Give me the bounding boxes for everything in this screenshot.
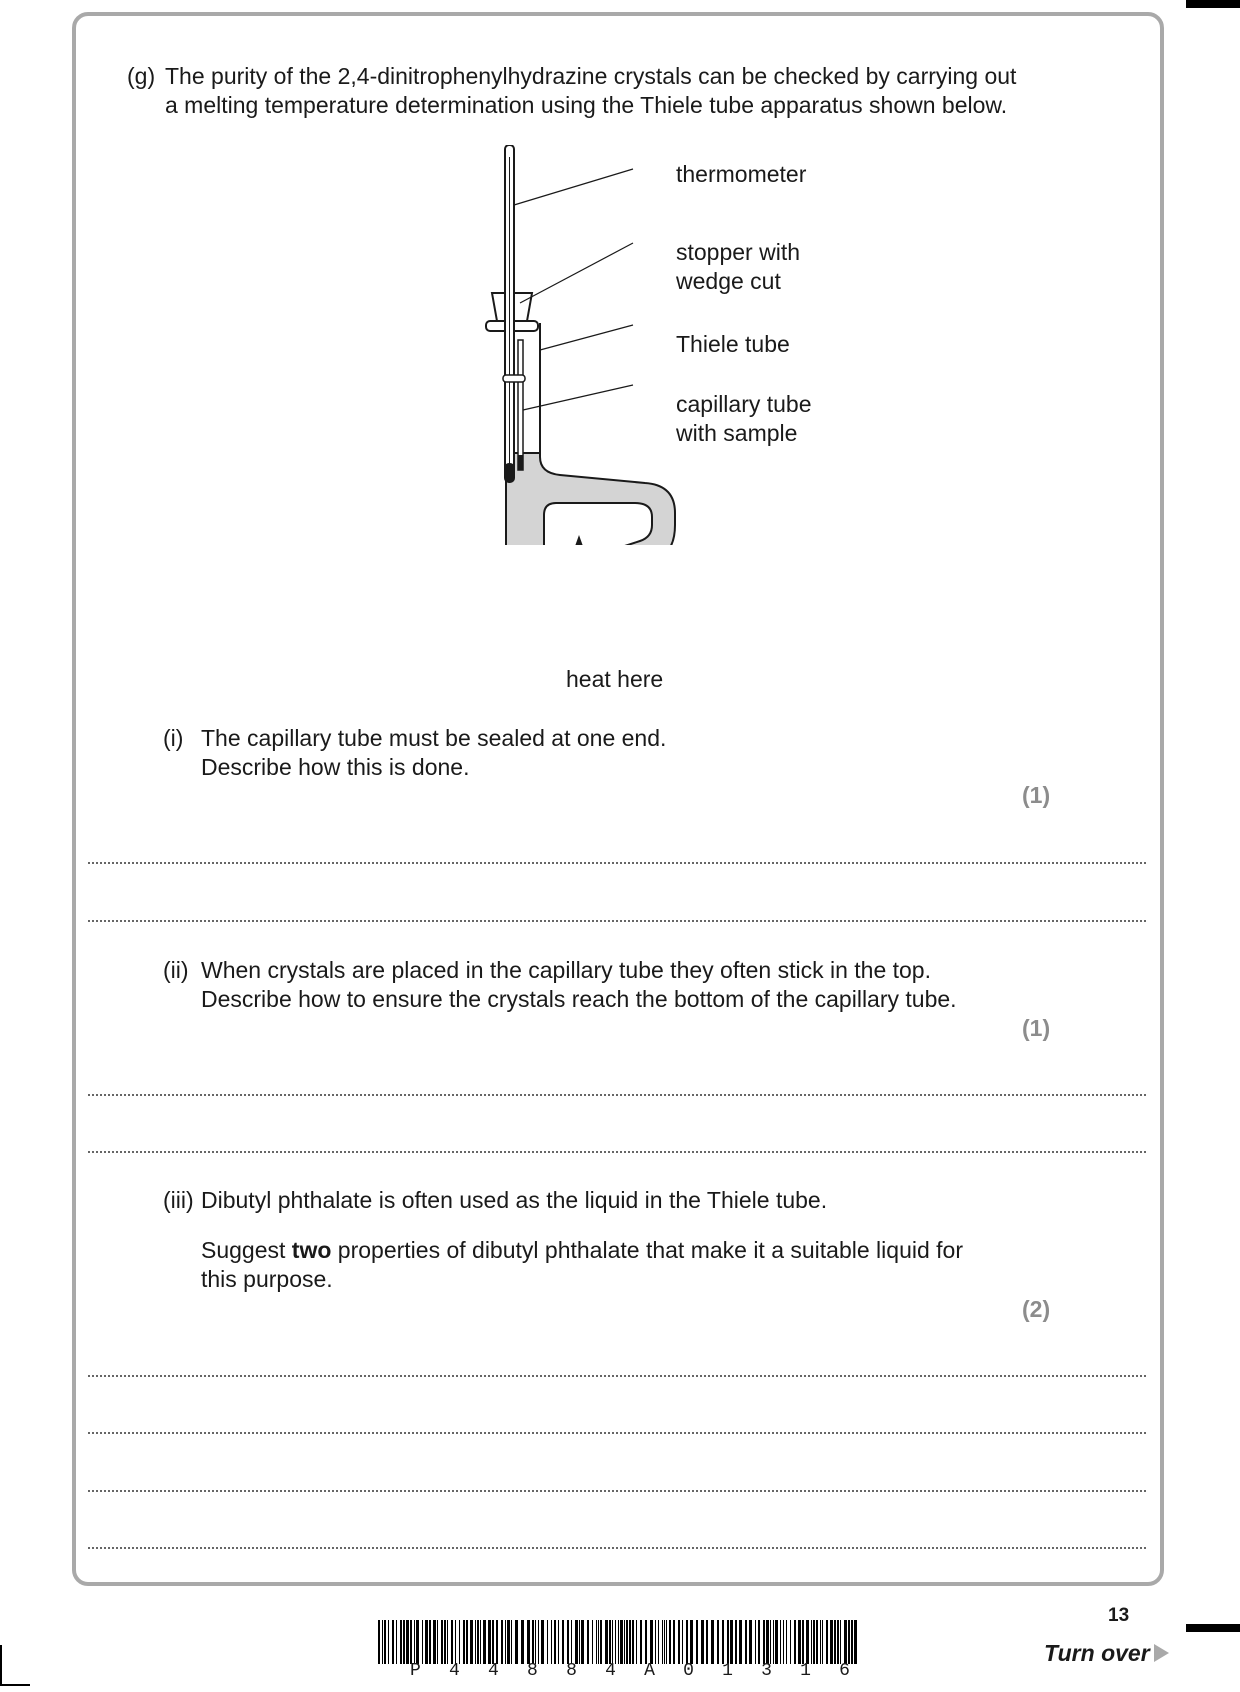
barcode-bar: [766, 1620, 769, 1664]
barcode-bar: [786, 1620, 787, 1664]
barcode-bar: [382, 1620, 383, 1664]
barcode-bar: [624, 1620, 625, 1664]
barcode-char: 1: [722, 1661, 733, 1681]
barcode-bar: [416, 1620, 419, 1664]
barcode-bar: [562, 1620, 564, 1664]
barcode-bar: [626, 1620, 628, 1664]
barcode-bar: [470, 1620, 473, 1664]
label-stopper-line2: wedge cut: [676, 268, 781, 294]
barcode-char: 8: [566, 1661, 577, 1681]
answer-line[interactable]: [88, 1547, 1146, 1549]
barcode-bar: [600, 1620, 602, 1664]
barcode-bar: [745, 1620, 747, 1664]
barcode-bar: [447, 1620, 448, 1664]
barcode-bar: [758, 1620, 760, 1664]
question-g-line1: The purity of the 2,4-dinitrophenylhydrazine crystals can be checked by carrying out: [165, 63, 1017, 89]
barcode-bar: [475, 1620, 476, 1664]
crop-mark-bottom: [1186, 1624, 1240, 1632]
part-ii-marks: (1): [1022, 1015, 1051, 1041]
part-iii-label: (iii): [163, 1187, 194, 1213]
barcode-bar: [816, 1620, 818, 1664]
barcode-bar: [727, 1620, 729, 1664]
label-thermometer: thermometer: [676, 161, 807, 187]
leader-stopper: [520, 243, 633, 303]
barcode-char: 4: [605, 1661, 616, 1681]
barcode-bar: [581, 1620, 584, 1664]
barcode-bar: [571, 1620, 572, 1664]
barcode-bar: [701, 1620, 704, 1664]
barcode-bar: [535, 1620, 536, 1664]
barcode-bar: [682, 1620, 683, 1664]
label-stopper-line1: stopper with: [676, 239, 801, 265]
barcode-text: [410, 1661, 850, 1681]
barcode-bar: [790, 1620, 791, 1664]
barcode-bar: [538, 1620, 539, 1664]
barcode-bar: [505, 1620, 506, 1664]
barcode-bar: [826, 1620, 828, 1664]
barcode-bar: [403, 1620, 405, 1664]
answer-line[interactable]: [88, 1151, 1146, 1153]
barcode-bar: [392, 1620, 394, 1664]
barcode-bar: [735, 1620, 737, 1664]
leader-thiele: [540, 325, 633, 350]
barcode-bar: [813, 1620, 815, 1664]
answer-line[interactable]: [88, 1094, 1146, 1096]
barcode-bar: [706, 1620, 708, 1664]
barcode-bar: [463, 1620, 465, 1664]
barcode-bar: [541, 1620, 544, 1664]
barcode-bar: [575, 1620, 578, 1664]
emphasis-two: two: [291, 1237, 332, 1263]
label-thiele-tube: Thiele tube: [676, 331, 790, 357]
barcode-bar: [834, 1620, 836, 1664]
barcode-bar: [511, 1620, 512, 1664]
barcode-bar: [798, 1620, 801, 1664]
barcode-bar: [678, 1620, 680, 1664]
label-capillary-line1: capillary tube: [676, 391, 812, 417]
page-number: 13: [1108, 1605, 1130, 1626]
barcode-bar: [686, 1620, 688, 1664]
barcode-bar: [844, 1620, 847, 1664]
barcode-bar: [615, 1620, 616, 1664]
barcode-bar: [388, 1620, 389, 1664]
barcode-bar: [658, 1620, 659, 1664]
barcode-bar: [690, 1620, 693, 1664]
leader-thermometer: [514, 169, 633, 205]
part-i-line2: Describe how this is done.: [201, 754, 470, 780]
barcode-bar: [620, 1620, 623, 1664]
barcode-bar: [422, 1620, 423, 1664]
barcode-bar: [378, 1620, 380, 1664]
answer-line[interactable]: [88, 920, 1146, 922]
barcode-bar: [840, 1620, 841, 1664]
barcode-bar: [527, 1620, 530, 1664]
barcode-bar: [501, 1620, 503, 1664]
barcode-bar: [579, 1620, 580, 1664]
barcode-bar: [596, 1620, 597, 1664]
part-iii-line1: Dibutyl phthalate is often used as the liquid in the Thiele tube.: [201, 1187, 828, 1213]
barcode-bar: [696, 1620, 698, 1664]
barcode-bar: [755, 1620, 756, 1664]
barcode-bar: [655, 1620, 656, 1664]
barcode-bar: [492, 1620, 494, 1664]
capillary-sample: [518, 455, 523, 470]
barcode-bar: [645, 1620, 647, 1664]
part-i-marks: (1): [1022, 782, 1051, 808]
barcode-bar: [794, 1620, 796, 1664]
barcode-bar: [547, 1620, 548, 1664]
barcode-bar: [802, 1620, 804, 1664]
barcode-bar: [554, 1620, 556, 1664]
barcode-bar: [806, 1620, 809, 1664]
barcode-bar: [451, 1620, 453, 1664]
answer-line[interactable]: [88, 1375, 1146, 1377]
barcode-bar: [780, 1620, 781, 1664]
barcode-bar: [711, 1620, 714, 1664]
barcode-bar: [396, 1620, 397, 1664]
part-iii-line3: this purpose.: [201, 1266, 333, 1292]
barcode-char: 4: [488, 1661, 499, 1681]
answer-line[interactable]: [88, 862, 1146, 864]
part-i-label: (i): [163, 725, 184, 751]
barcode-bar: [605, 1620, 608, 1664]
barcode-bar: [773, 1620, 774, 1664]
barcode: [378, 1620, 860, 1664]
barcode-bar: [496, 1620, 498, 1664]
barcode-bar: [730, 1620, 733, 1664]
barcode-bar: [811, 1620, 812, 1664]
barcode-char: 0: [683, 1661, 694, 1681]
barcode-bar: [532, 1620, 534, 1664]
barcode-bar: [384, 1620, 386, 1664]
barcode-bar: [666, 1620, 667, 1664]
barcode-bar: [425, 1620, 428, 1664]
answer-line[interactable]: [88, 1490, 1146, 1492]
barcode-bar: [822, 1620, 823, 1664]
barcode-bar: [770, 1620, 771, 1664]
barcode-bar: [632, 1620, 634, 1664]
barcode-bar: [429, 1620, 431, 1664]
barcode-bar: [507, 1620, 510, 1664]
barcode-bar: [775, 1620, 778, 1664]
capillary-tube: [518, 340, 523, 470]
part-iii-marks: (2): [1022, 1296, 1051, 1322]
barcode-bar: [820, 1620, 821, 1664]
thermometer-bulb: [504, 463, 515, 483]
barcode-bar: [521, 1620, 524, 1664]
barcode-bar: [444, 1620, 446, 1664]
barcode-char: 8: [527, 1661, 538, 1681]
barcode-bar: [609, 1620, 611, 1664]
part-i-line1: The capillary tube must be sealed at one end.: [201, 725, 667, 751]
barcode-bar: [567, 1620, 569, 1664]
part-iii-line2: Suggest two properties of dibutyl phthalate that make it a suitable liquid for: [201, 1237, 963, 1263]
barcode-bar: [640, 1620, 642, 1664]
part-ii-line1: When crystals are placed in the capillary tube they often stick in the top.: [201, 957, 931, 983]
part-ii-label: (ii): [163, 957, 189, 983]
label-heat-here: heat here: [566, 666, 664, 692]
barcode-bar: [664, 1620, 665, 1664]
rubber-band: [503, 375, 525, 382]
turn-over-arrow-icon: [1154, 1644, 1169, 1662]
barcode-char: 4: [449, 1661, 460, 1681]
barcode-bar: [406, 1620, 409, 1664]
crop-mark-top: [1186, 0, 1240, 8]
barcode-bar: [441, 1620, 443, 1664]
barcode-bar: [848, 1620, 850, 1664]
barcode-bar: [636, 1620, 637, 1664]
barcode-bar: [477, 1620, 479, 1664]
barcode-bar: [400, 1620, 402, 1664]
barcode-bar: [650, 1620, 653, 1664]
barcode-bar: [669, 1620, 671, 1664]
question-g-line2: a melting temperature determination using the Thiele tube apparatus shown below.: [165, 92, 1008, 118]
barcode-char: P: [410, 1661, 421, 1681]
barcode-bar: [488, 1620, 491, 1664]
barcode-bar: [483, 1620, 486, 1664]
barcode-bar: [598, 1620, 599, 1664]
barcode-bar: [854, 1620, 857, 1664]
crop-mark-left-base: [0, 1684, 30, 1686]
barcode-bar: [433, 1620, 436, 1664]
barcode-bar: [618, 1620, 619, 1664]
barcode-char: 1: [800, 1661, 811, 1681]
barcode-bar: [673, 1620, 675, 1664]
barcode-bar: [414, 1620, 415, 1664]
barcode-bar: [466, 1620, 468, 1664]
barcode-bar: [749, 1620, 752, 1664]
barcode-bar: [515, 1620, 518, 1664]
barcode-bar: [662, 1620, 663, 1664]
barcode-bar: [717, 1620, 719, 1664]
barcode-bar: [480, 1620, 481, 1664]
barcode-bar: [783, 1620, 784, 1664]
barcode-bar: [587, 1620, 589, 1664]
barcode-char: 3: [761, 1661, 772, 1681]
barcode-bar: [437, 1620, 438, 1664]
barcode-bar: [459, 1620, 460, 1664]
question-g-label: (g): [127, 63, 156, 89]
barcode-char: A: [644, 1661, 655, 1681]
barcode-char: 6: [839, 1661, 850, 1681]
barcode-bar: [612, 1620, 613, 1664]
part-ii-line2: Describe how to ensure the crystals reach the bottom of the capillary tube.: [201, 986, 957, 1012]
barcode-bar: [851, 1620, 853, 1664]
barcode-bar: [763, 1620, 765, 1664]
barcode-bar: [739, 1620, 742, 1664]
barcode-bar: [455, 1620, 456, 1664]
inner-loop: [544, 503, 652, 545]
label-capillary-line2: with sample: [676, 420, 798, 446]
barcode-bar: [837, 1620, 839, 1664]
barcode-bar: [592, 1620, 593, 1664]
barcode-bar: [551, 1620, 552, 1664]
barcode-bar: [629, 1620, 631, 1664]
barcode-bar: [410, 1620, 412, 1664]
barcode-bar: [558, 1620, 559, 1664]
turn-over-label: Turn over: [1044, 1640, 1150, 1666]
crop-mark-left: [0, 1645, 2, 1685]
answer-line[interactable]: [88, 1432, 1146, 1434]
barcode-bar: [830, 1620, 833, 1664]
barcode-bar: [722, 1620, 724, 1664]
